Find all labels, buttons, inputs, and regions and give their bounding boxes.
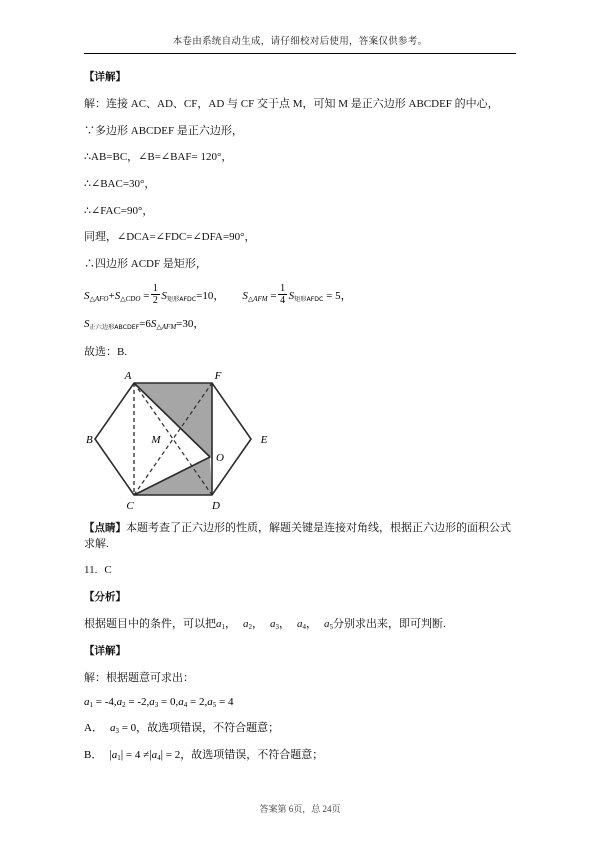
- page-header: [84, 0, 516, 49]
- option-b-value1: = 4: [125, 748, 141, 761]
- formula2-denominator: 4: [280, 295, 286, 307]
- formula1-result: =10: [196, 289, 214, 302]
- detail-tag-label-11: 【详解】: [84, 644, 126, 657]
- given-line: ∵多边形 ABCDEF 是正六边形，: [84, 124, 243, 137]
- option-a-sub: 3: [115, 726, 119, 735]
- option-a-var: a: [109, 721, 116, 734]
- seq-a1-eq: =: [95, 696, 102, 709]
- formula3-result: =30: [176, 318, 194, 331]
- formula2-eq: =: [270, 289, 277, 302]
- page-footer: [0, 802, 600, 815]
- area-formula-row-1: [84, 284, 516, 307]
- option-b-neq: ≠: [143, 748, 150, 761]
- vertex-label-b: B: [86, 434, 93, 447]
- step-line-1: ∴AB=BC，∠B=∠BAF= 120°，: [84, 151, 233, 164]
- option-b-value2: = 2: [165, 748, 181, 761]
- hexagon-figure: [84, 371, 516, 511]
- seq-a4-value: 2: [198, 696, 205, 709]
- analysis-tag-11: [84, 590, 516, 605]
- option-b-var2: a: [151, 748, 158, 761]
- seq-a5-value: 4: [227, 696, 234, 709]
- option-b-comment: ，故选项错误，不符合题意；: [180, 748, 324, 761]
- step-line-2: ∴∠BAC=30°，: [84, 177, 156, 190]
- summary-text: 本题考查了正六边形的性质，解题关键是连接对角线，根据正六边形的面积公式求解.: [84, 522, 511, 550]
- option-b-sub1: 1: [117, 754, 121, 762]
- formula3-lhs-sub: 正六边形ABCDEF: [89, 324, 140, 332]
- option-a-line: [84, 723, 516, 735]
- detail-tag-10: [84, 70, 516, 85]
- seq-a2-value: -2: [137, 696, 147, 709]
- summary-tag-label: 【点睛】: [84, 522, 126, 535]
- detail-tag-label: 【详解】: [84, 71, 126, 84]
- area-formula-row-2: [84, 319, 516, 331]
- analysis-tag-label: 【分析】: [84, 590, 126, 603]
- formula2-numerator: 1: [280, 282, 286, 294]
- formula1-s2-sub: △CDO: [120, 294, 141, 303]
- formula3-rhs-sub: △AFM: [156, 323, 177, 332]
- formula1-rhs-s: S: [161, 289, 167, 302]
- document-body: [84, 54, 516, 762]
- option-b-sub2: 4: [157, 754, 161, 762]
- formula3-rhs-s: S: [150, 318, 157, 331]
- detail-lead-11: 解：根据题意可求出：: [84, 671, 194, 684]
- formula1-s2: S: [114, 289, 121, 302]
- formula1-numerator: 1: [152, 282, 158, 294]
- problem-11-answer: [84, 563, 516, 578]
- point-label-o: O: [216, 452, 224, 465]
- problem-11-number: 11.: [84, 564, 98, 577]
- analysis-prefix: 根据题目中的条件，可以把: [84, 617, 216, 630]
- sequence-values: $a_1 = -4,a_2 = -2,a_3 = 0,a_4 = 2,a_5 = 4$: [84, 696, 234, 710]
- formula2-fraction: [278, 284, 287, 307]
- formula3-comma: ，: [193, 318, 205, 331]
- option-a-value: = 0: [121, 721, 137, 734]
- formula2-result: = 5: [326, 289, 341, 302]
- hexagon-svg: [86, 370, 282, 513]
- problem-11-choice: C: [104, 564, 112, 577]
- formula3-eq: =6: [139, 318, 151, 331]
- option-a-letter: A．: [84, 721, 103, 734]
- footer-pagination: 答案第 6页，总 24页: [259, 804, 341, 814]
- formula2-comma: ，: [340, 289, 352, 302]
- formula1-comma: ，: [213, 289, 225, 302]
- formula2-lhs-s: S: [242, 289, 248, 302]
- option-b-var1: a: [111, 748, 118, 761]
- option-a-comment: ，故选项错误，不符合题意；: [136, 721, 280, 734]
- detail-tag-11: [84, 644, 516, 659]
- seq-a3-value: 0: [170, 696, 176, 709]
- formula2-lhs-sub: △AFM: [247, 294, 268, 303]
- summary-line: [84, 521, 516, 551]
- solution-line: 解：连接 AC、AD、CF，AD 与 CF 交于点 M，可知 M 是正六边形 ABCDEF 的中心，: [84, 97, 499, 110]
- vertex-label-f: F: [214, 370, 222, 383]
- formula2-rhs-sub: 矩形AFDC: [294, 295, 324, 303]
- formula1-s1: S: [84, 289, 90, 302]
- formula3-lhs-s: S: [84, 318, 90, 331]
- formula1-s1-sub: △AFO: [89, 294, 109, 303]
- formula1-eq: =: [143, 289, 150, 302]
- analysis-line-11: 根据题目中的条件，可以把$a_1$， $a_2$， $a_3$， $a_4$， $a_5$分别求出来，即可判断.: [84, 617, 446, 631]
- formula1-denominator: 2: [152, 295, 158, 307]
- vertex-label-e: E: [260, 434, 268, 447]
- option-b-line: B． $|a_1| = 4 \ne|a_4| = 2$，故选项错误，不符合题意；: [84, 746, 324, 762]
- vertex-label-d: D: [212, 500, 220, 513]
- step-line-5: ∴四边形 ACDF 是矩形，: [84, 258, 207, 270]
- step-line-3: ∴∠FAC=90°，: [84, 204, 154, 217]
- option-b-letter: B．: [84, 748, 103, 761]
- step-line-4: 同理，∠DCA=∠FDC=∠DFA=90°，: [84, 231, 256, 244]
- vertex-label-a: A: [124, 370, 132, 383]
- header-notice: 本卷由系统自动生成，请仔细校对后使用，答案仅供参考。: [172, 37, 428, 47]
- vertex-label-c: C: [126, 500, 134, 513]
- seq-a1-value: -4: [104, 696, 114, 709]
- formula1-plus: +: [108, 289, 115, 302]
- formula1-rhs-sub: 矩形AFDC: [166, 295, 197, 303]
- formula1-fraction: [151, 284, 160, 307]
- formula2-rhs-s: S: [288, 289, 295, 302]
- answer-line-10: 故选：B.: [84, 345, 128, 358]
- analysis-suffix: 分别求出来，即可判断.: [333, 617, 446, 630]
- point-label-m: M: [151, 434, 161, 447]
